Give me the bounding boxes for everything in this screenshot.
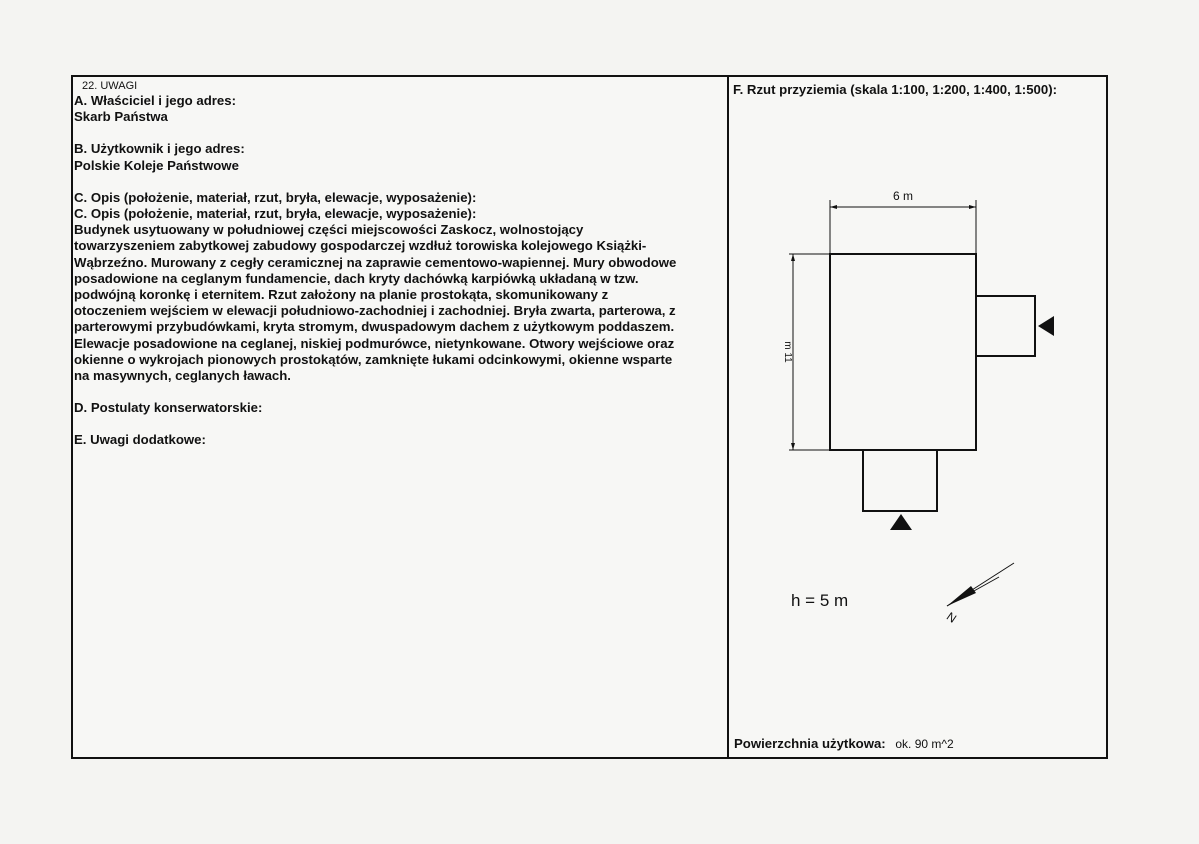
- usable-area-value: ok. 90 m^2: [895, 737, 954, 751]
- description-text: [74, 222, 724, 384]
- user-label: B. Użytkownik i jego adres:: [74, 141, 245, 157]
- description-label-repeat: C. Opis (położenie, materiał, rzut, bryła, elewacje, wyposażenie):: [74, 206, 477, 222]
- south-annex-outline: [863, 450, 937, 511]
- floor-plan-heading: F. Rzut przyziemia (skala 1:100, 1:200, 1:400, 1:500):: [733, 82, 1057, 97]
- conservation-label: D. Postulaty konserwatorskie:: [74, 400, 263, 416]
- east-annex-outline: [976, 296, 1035, 356]
- width-dimension: [830, 189, 976, 255]
- description-line: podwójną koronkę i eternitem. Rzut założony na planie prostokąta, skomunikowany z: [74, 287, 609, 303]
- main-building-outline: [830, 254, 976, 450]
- description-line: okienne o wykrojach pionowych prostokątów, zamknięte łukami odcinkowymi, okienne wsparte: [74, 351, 673, 367]
- north-arrow-icon: [944, 563, 1014, 625]
- column-divider: [727, 75, 729, 759]
- height-dimension-label: m 11: [782, 341, 793, 363]
- floor-plan-drawing: [733, 80, 1105, 756]
- description-line: na masywnych, ceglanych ławach.: [74, 368, 291, 384]
- north-label: N: [944, 609, 960, 626]
- south-entrance-marker: [890, 514, 912, 530]
- owner-label: A. Właściciel i jego adres:: [74, 93, 236, 108]
- description-line: Elewacje posadowione na ceglanej, niskiej podmurówce, nietynkowane. Otwory wejściowe oraz: [74, 335, 675, 351]
- description-label: C. Opis (położenie, materiał, rzut, bryła, elewacje, wyposażenie):: [74, 189, 477, 205]
- owner-value: Skarb Państwa: [74, 109, 168, 125]
- remarks-panel: [74, 80, 724, 449]
- description-line: posadowione na ceglanym fundamencie, dach kryty dachówką karpiówką układaną w tzw.: [74, 270, 639, 286]
- description-line: Budynek usytuowany w południowej części miejscowości Zaskocz, wolnostojący: [74, 222, 584, 238]
- additional-remarks-label: E. Uwagi dodatkowe:: [74, 432, 206, 448]
- floor-plan-panel: [733, 80, 1105, 756]
- height-dimension: [782, 254, 831, 450]
- building-height-label: h = 5 m: [791, 591, 849, 610]
- description-line: parterowymi przybudówkami, kryta stromym, dwuspadowym dachem z użytkowym poddaszem.: [74, 319, 675, 335]
- description-line: towarzyszeniem zabytkowej zabudowy gospodarczej wzdłuż torowiska kolejowego Książki-: [74, 238, 647, 254]
- description-line: otoczeniem wejściem w elewacji południowo-zachodniej i zachodniej. Bryła zwarta, parterowa, z: [74, 303, 676, 319]
- user-value: Polskie Koleje Państwowe: [74, 157, 239, 173]
- usable-area: [734, 736, 954, 751]
- description-line: Wąbrzeźno. Murowany z cegły ceramicznej na zaprawie cementowo-wapiennej. Mury obwodowe: [74, 254, 677, 270]
- east-entrance-marker: [1038, 316, 1054, 336]
- section-number: 22. UWAGI: [82, 80, 138, 92]
- width-dimension-label: 6 m: [892, 189, 914, 203]
- usable-area-label: Powierzchnia użytkowa:: [734, 736, 886, 751]
